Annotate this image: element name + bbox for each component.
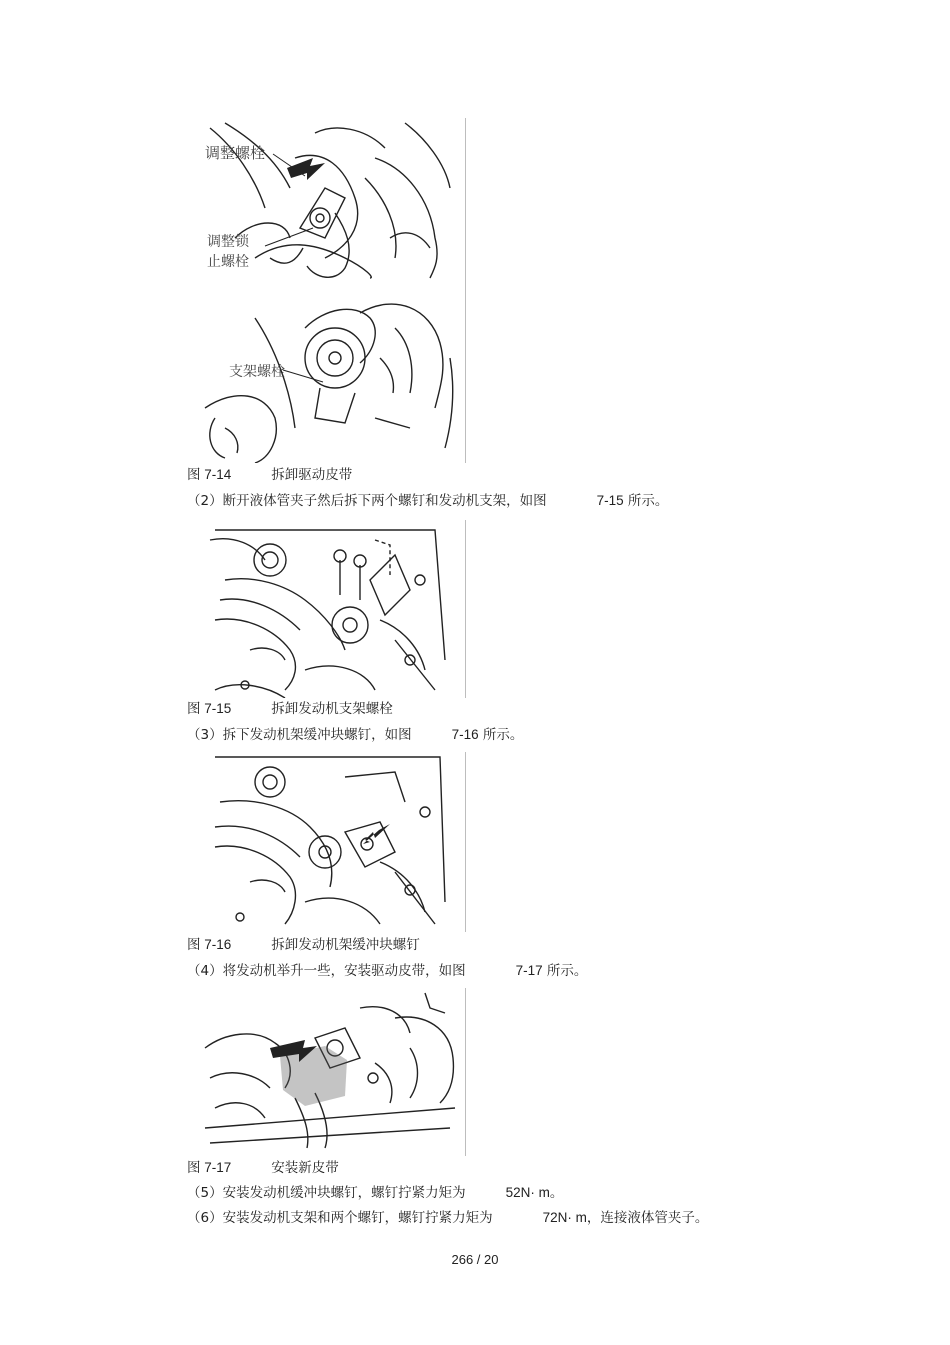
caption-text: 拆卸驱动皮带 [271, 467, 353, 483]
figure-7-14 [195, 118, 466, 463]
torque-value: 52N· m [505, 1185, 550, 1200]
page-number: 266 / 20 [451, 1252, 499, 1267]
figure-reference: 7-15 [596, 493, 624, 508]
caption-text: 拆卸发动机支架螺栓 [271, 701, 393, 717]
step-text-end: 所示。 [482, 727, 524, 743]
caption-number: 图 7-16 [187, 937, 232, 952]
step-text: （6）安装发动机支架和两个螺钉，螺钉拧紧力矩为 [187, 1210, 493, 1226]
caption-number: 图 7-17 [187, 1160, 232, 1175]
step-text: （3）拆下发动机架缓冲块螺钉，如图 [187, 727, 412, 743]
figure-reference: 7-17 [515, 963, 543, 978]
step-4 [187, 962, 587, 980]
new-belt-installation-illustration [195, 988, 465, 1156]
step-5 [187, 1184, 563, 1202]
engine-mount-bolt-illustration [195, 752, 465, 932]
step-text: （2）断开液体管夹子然后拆下两个螺钉和发动机支架，如图 [187, 493, 547, 509]
label-adjust-bolt: 调整螺栓 [205, 144, 266, 162]
step-6 [187, 1209, 708, 1227]
figure-7-16 [195, 752, 466, 932]
caption-text: 拆卸发动机架缓冲块螺钉 [271, 937, 420, 953]
step-text: （5）安装发动机缓冲块螺钉，螺钉拧紧力矩为 [187, 1185, 466, 1201]
figure-7-17 [195, 988, 466, 1156]
figure-caption-7-15 [187, 700, 393, 718]
label-lock-bolt-line2: 止螺栓 [207, 254, 249, 270]
step-2 [187, 492, 668, 510]
step-3 [187, 726, 523, 744]
figure-7-15 [195, 520, 466, 698]
caption-number: 图 7-14 [187, 467, 232, 482]
figure-caption-7-17 [187, 1159, 339, 1177]
caption-text: 安装新皮带 [271, 1160, 339, 1176]
step-text-end: ，连接液体管夹子。 [586, 1210, 709, 1226]
figure-caption-7-14 [187, 466, 352, 484]
step-text-end: 。 [549, 1185, 564, 1201]
step-text-end: 所示。 [546, 963, 588, 979]
drive-belt-removal-illustration [195, 118, 465, 463]
label-bracket-bolt: 支架螺栓 [229, 364, 285, 380]
caption-number: 图 7-15 [187, 701, 232, 716]
engine-bracket-bolts-illustration [195, 520, 465, 698]
step-text-end: 所示。 [627, 493, 669, 509]
step-text: （4）将发动机举升一些，安装驱动皮带，如图 [187, 963, 466, 979]
label-lock-bolt-line1: 调整锁 [207, 234, 249, 250]
torque-value: 72N· m [542, 1210, 587, 1225]
figure-reference: 7-16 [451, 727, 479, 742]
figure-caption-7-16 [187, 936, 420, 954]
